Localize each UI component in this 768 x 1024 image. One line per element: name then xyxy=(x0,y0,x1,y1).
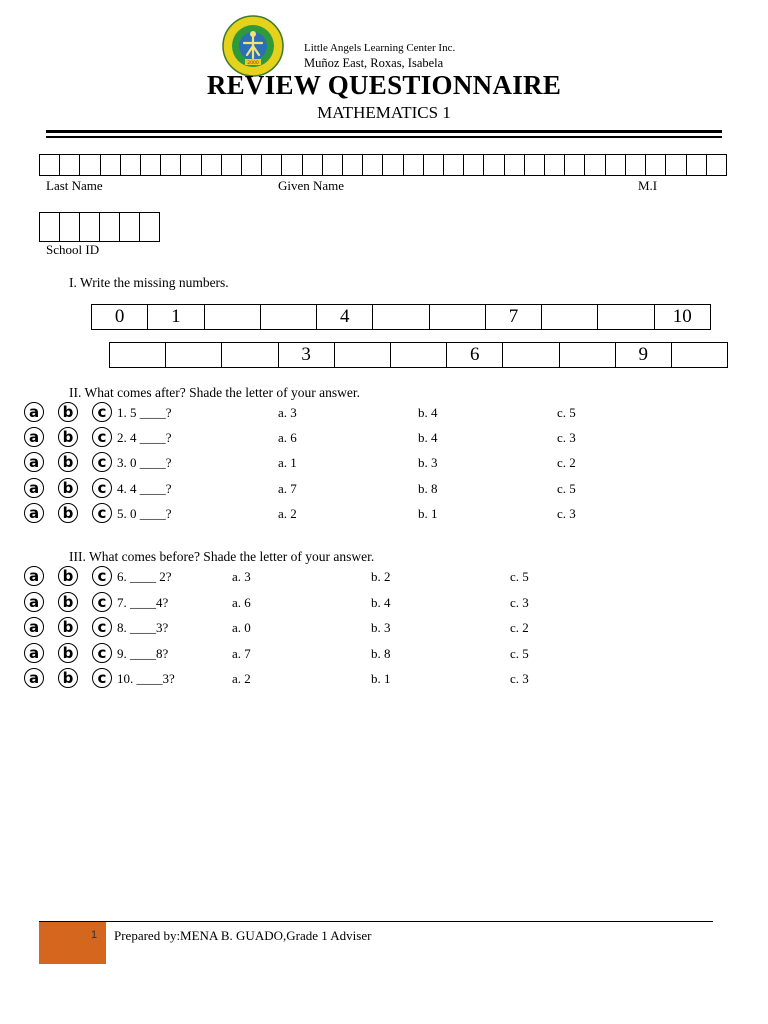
choice-c: c. 3 xyxy=(557,430,576,445)
number-cell: 7 xyxy=(486,305,542,329)
name-box-cell[interactable] xyxy=(444,155,464,175)
choice-b: b. 1 xyxy=(418,506,438,521)
header-rule-thick xyxy=(46,130,722,133)
choice-a: a. 0 xyxy=(232,620,251,635)
blank-number-cell[interactable] xyxy=(430,305,486,329)
school-id-cell[interactable] xyxy=(60,213,80,241)
choice-b: b. 8 xyxy=(418,481,438,496)
section1-title: I. Write the missing numbers. xyxy=(69,275,229,290)
name-box-cell[interactable] xyxy=(687,155,707,175)
choice-b: b. 3 xyxy=(371,620,391,635)
bubble-b[interactable]: b xyxy=(58,617,78,637)
answer-bubbles xyxy=(24,478,126,498)
bubble-c[interactable]: c xyxy=(92,617,112,637)
given-name-label: Given Name xyxy=(278,178,345,193)
blank-number-cell[interactable] xyxy=(391,343,447,367)
blank-number-cell[interactable] xyxy=(542,305,598,329)
question-text: 10. ____3? xyxy=(117,671,175,686)
name-box-cell[interactable] xyxy=(80,155,100,175)
blank-number-cell[interactable] xyxy=(335,343,391,367)
prepared-by: Prepared by:MENA B. GUADO,Grade 1 Adviser xyxy=(114,928,372,943)
bubble-c[interactable]: c xyxy=(92,452,112,472)
school-id-cell[interactable] xyxy=(40,213,60,241)
page-number: 1 xyxy=(91,929,98,941)
question-text: 5. 0 ____? xyxy=(117,506,172,521)
number-cell: 1 xyxy=(148,305,204,329)
name-box-cell[interactable] xyxy=(181,155,201,175)
choice-a: a. 6 xyxy=(278,430,297,445)
number-cell: 9 xyxy=(616,343,672,367)
name-box-cell[interactable] xyxy=(585,155,605,175)
school-id-boxes[interactable] xyxy=(39,212,160,242)
bubble-a[interactable]: a xyxy=(24,643,44,663)
name-box-cell[interactable] xyxy=(707,155,726,175)
name-box-cell[interactable] xyxy=(404,155,424,175)
school-address: Muñoz East, Roxas, Isabela xyxy=(304,56,444,70)
mi-label: M.I xyxy=(638,178,658,193)
footer-rule xyxy=(39,921,713,922)
question-text: 2. 4 ____? xyxy=(117,430,172,445)
bubble-c[interactable]: c xyxy=(92,592,112,612)
name-box-cell[interactable] xyxy=(626,155,646,175)
bubble-a[interactable]: a xyxy=(24,503,44,523)
answer-bubbles xyxy=(24,566,126,586)
bubble-a[interactable]: a xyxy=(24,402,44,422)
name-box-cell[interactable] xyxy=(60,155,80,175)
choice-a: a. 3 xyxy=(232,569,251,584)
answer-bubbles xyxy=(24,617,126,637)
name-box-cell[interactable] xyxy=(262,155,282,175)
bubble-a[interactable]: a xyxy=(24,427,44,447)
blank-number-cell[interactable] xyxy=(560,343,616,367)
question-text: 4. 4 ____? xyxy=(117,481,172,496)
page-title: REVIEW QUESTIONNAIRE xyxy=(206,70,562,100)
bubble-b[interactable]: b xyxy=(58,427,78,447)
number-cell: 0 xyxy=(92,305,148,329)
name-box-cell[interactable] xyxy=(424,155,444,175)
choice-b: b. 1 xyxy=(371,671,391,686)
name-box-cell[interactable] xyxy=(343,155,363,175)
answer-bubbles xyxy=(24,452,126,472)
answer-bubbles xyxy=(24,427,126,447)
blank-number-cell[interactable] xyxy=(222,343,278,367)
header-rule-thin xyxy=(46,136,722,138)
name-box-cell[interactable] xyxy=(464,155,484,175)
choice-a: a. 2 xyxy=(278,506,297,521)
name-box-cell[interactable] xyxy=(161,155,181,175)
choice-c: c. 5 xyxy=(557,405,576,420)
bubble-b[interactable]: b xyxy=(58,566,78,586)
name-box-cell[interactable] xyxy=(565,155,585,175)
name-box-cell[interactable] xyxy=(545,155,565,175)
name-box-cell[interactable] xyxy=(646,155,666,175)
choice-c: c. 3 xyxy=(557,506,576,521)
choice-a: a. 7 xyxy=(232,646,251,661)
bubble-c[interactable]: c xyxy=(92,478,112,498)
name-box-cell[interactable] xyxy=(606,155,626,175)
subject-subtitle: MATHEMATICS 1 xyxy=(317,103,451,122)
number-cell: 3 xyxy=(279,343,335,367)
svg-text:2000: 2000 xyxy=(247,61,259,66)
bubble-b[interactable]: b xyxy=(58,592,78,612)
question-text: 8. ____3? xyxy=(117,620,169,635)
choice-a: a. 3 xyxy=(278,405,297,420)
bubble-b[interactable]: b xyxy=(58,402,78,422)
choice-c: c. 5 xyxy=(510,569,529,584)
choice-c: c. 5 xyxy=(557,481,576,496)
school-id-cell[interactable] xyxy=(80,213,100,241)
choice-c: c. 5 xyxy=(510,646,529,661)
choice-b: b. 4 xyxy=(418,405,438,420)
choice-c: c. 3 xyxy=(510,595,529,610)
bubble-b[interactable]: b xyxy=(58,668,78,688)
number-cell: 6 xyxy=(447,343,503,367)
blank-number-cell[interactable] xyxy=(672,343,727,367)
school-logo xyxy=(222,15,284,77)
section2-title: II. What comes after? Shade the letter of your answer. xyxy=(69,385,361,400)
bubble-b[interactable]: b xyxy=(58,503,78,523)
bubble-a[interactable]: a xyxy=(24,668,44,688)
question-text: 6. ____ 2? xyxy=(117,569,172,584)
choice-a: a. 6 xyxy=(232,595,251,610)
bubble-b[interactable]: b xyxy=(58,478,78,498)
answer-bubbles xyxy=(24,503,126,523)
name-box-cell[interactable] xyxy=(323,155,343,175)
school-id-cell[interactable] xyxy=(140,213,159,241)
bubble-b[interactable]: b xyxy=(58,452,78,472)
school-id-cell[interactable] xyxy=(100,213,120,241)
name-box-cell[interactable] xyxy=(666,155,686,175)
name-box-cell[interactable] xyxy=(242,155,262,175)
name-box-cell[interactable] xyxy=(303,155,323,175)
question-text: 7. ____4? xyxy=(117,595,169,610)
bubble-c[interactable]: c xyxy=(92,668,112,688)
name-box-cell[interactable] xyxy=(40,155,60,175)
blank-number-cell[interactable] xyxy=(110,343,166,367)
bubble-a[interactable]: a xyxy=(24,452,44,472)
bubble-c[interactable]: c xyxy=(92,566,112,586)
number-cell: 10 xyxy=(672,306,692,327)
choice-a: a. 7 xyxy=(278,481,297,496)
school-name: Little Angels Learning Center Inc. xyxy=(304,42,456,54)
choice-b: b. 3 xyxy=(418,455,438,470)
name-box-cell[interactable] xyxy=(282,155,302,175)
question-text: 3. 0 ____? xyxy=(117,455,172,470)
answer-bubbles xyxy=(24,402,126,422)
bubble-a[interactable]: a xyxy=(24,478,44,498)
name-box-cell[interactable] xyxy=(505,155,525,175)
blank-number-cell[interactable] xyxy=(166,343,222,367)
number-row-2 xyxy=(109,342,728,368)
choice-b: b. 8 xyxy=(371,646,391,661)
question-text: 9. ____8? xyxy=(117,646,169,661)
bubble-c[interactable]: c xyxy=(92,427,112,447)
blank-number-cell[interactable] xyxy=(598,305,654,329)
name-box-cell[interactable] xyxy=(101,155,121,175)
answer-bubbles xyxy=(24,592,126,612)
name-box-cell[interactable] xyxy=(202,155,222,175)
name-box-cell[interactable] xyxy=(383,155,403,175)
school-id-label: School ID xyxy=(46,242,100,257)
choice-c: c. 3 xyxy=(510,671,529,686)
school-id-cell[interactable] xyxy=(120,213,140,241)
blank-number-cell[interactable] xyxy=(503,343,559,367)
name-box-cell[interactable] xyxy=(525,155,545,175)
number-cell: 4 xyxy=(317,305,373,329)
bubble-c[interactable]: c xyxy=(92,503,112,523)
choice-c: c. 2 xyxy=(557,455,576,470)
blank-number-cell[interactable] xyxy=(261,305,317,329)
last-name-label: Last Name xyxy=(46,178,103,193)
name-box-cell[interactable] xyxy=(222,155,242,175)
answer-bubbles xyxy=(24,668,126,688)
bubble-a[interactable]: a xyxy=(24,566,44,586)
bubble-b[interactable]: b xyxy=(58,643,78,663)
bubble-a[interactable]: a xyxy=(24,617,44,637)
choice-a: a. 1 xyxy=(278,455,297,470)
number-row-1 xyxy=(91,304,711,330)
answer-bubbles xyxy=(24,643,126,663)
choice-b: b. 4 xyxy=(418,430,438,445)
name-box-cell[interactable] xyxy=(141,155,161,175)
blank-number-cell[interactable] xyxy=(205,305,261,329)
choice-b: b. 4 xyxy=(371,595,391,610)
choice-c: c. 2 xyxy=(510,620,529,635)
bubble-a[interactable]: a xyxy=(24,592,44,612)
bubble-c[interactable]: c xyxy=(92,402,112,422)
section3-title: III. What comes before? Shade the letter of your answer. xyxy=(69,549,375,564)
name-box-cell[interactable] xyxy=(121,155,141,175)
name-box-cell[interactable] xyxy=(363,155,383,175)
question-text: 1. 5 ____? xyxy=(117,405,172,420)
choice-b: b. 2 xyxy=(371,569,391,584)
bubble-c[interactable]: c xyxy=(92,643,112,663)
blank-number-cell[interactable] xyxy=(373,305,429,329)
name-box-cell[interactable] xyxy=(484,155,504,175)
choice-a: a. 2 xyxy=(232,671,251,686)
name-boxes[interactable] xyxy=(39,154,727,176)
